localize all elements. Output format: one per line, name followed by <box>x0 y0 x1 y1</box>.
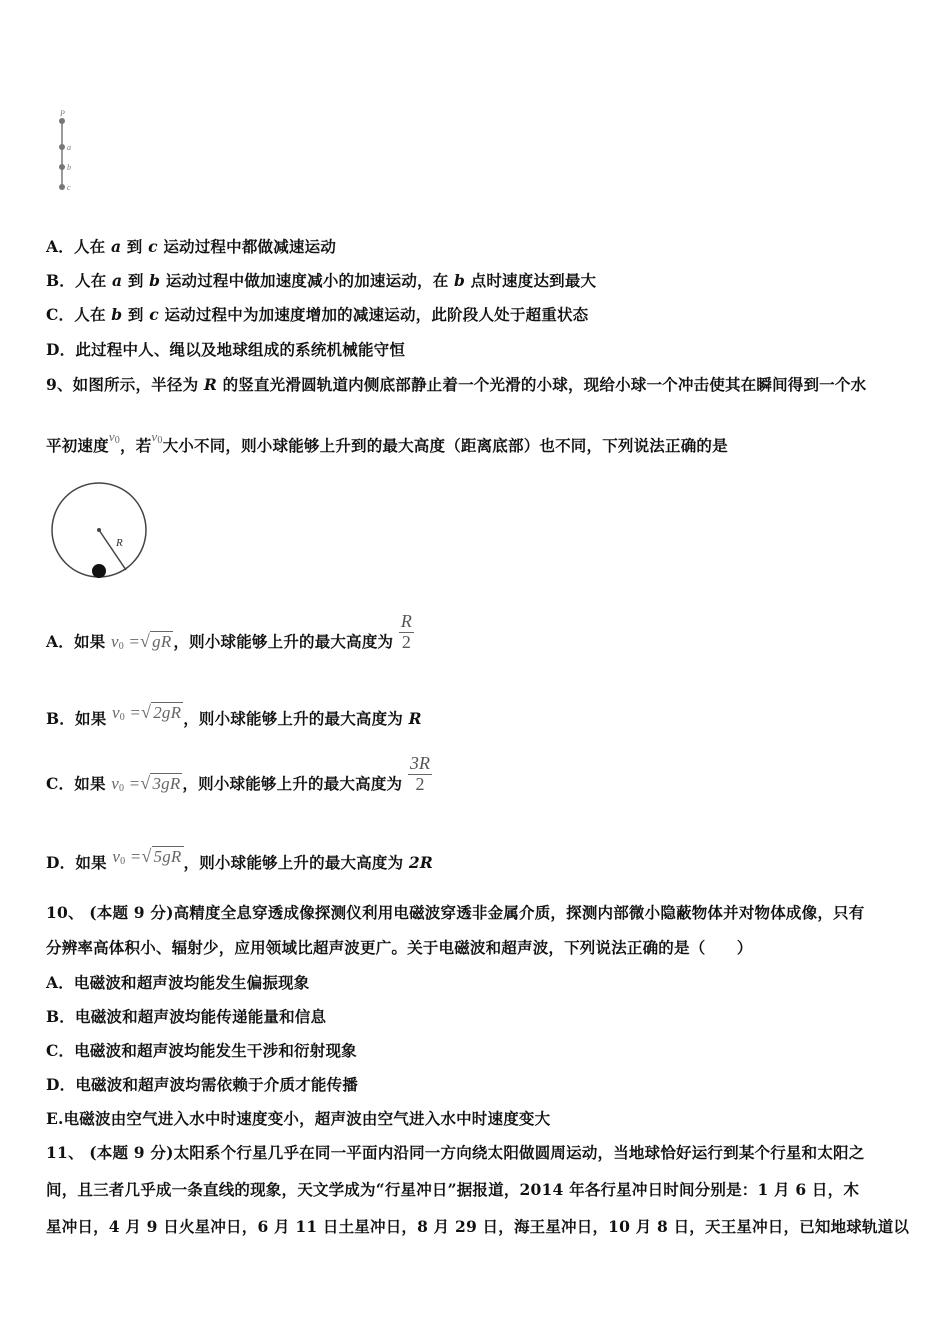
q10-option-b: B．电磁波和超声波均能传递能量和信息 <box>46 1007 327 1026</box>
fraction: $\frac{R}{2}$ <box>400 610 413 652</box>
q10-stem-line1: 10、 (本题 9 分)高精度全息穿透成像探测仪利用电磁波穿透非金属介质，探测内部微小隐蔽物体并对物体成像，只有 <box>46 903 865 922</box>
q11-stem-line1: 11、 (本题 9 分)太阳系个行星几乎在同一平面内沿同一方向绕太阳做圆周运动，当地球恰好运行到某个行星和太阳之 <box>46 1143 865 1162</box>
label-b: b <box>67 163 71 172</box>
q8-option-d: D．此过程中人、绳以及地球组成的系统机械能守恒 <box>46 340 406 359</box>
q10-stem-line2: 分辨率高体积小、辐射少，应用领域比超声波更广。关于电磁波和超声波，下列说法正确的是（ ） <box>46 938 753 957</box>
circle-track-figure <box>48 482 152 582</box>
rope-figure <box>52 106 82 198</box>
q9-option-a: A．如果 $v_0$ =√ gR ，则小球能够上升的最大高度为 $\frac{R}{2}$ <box>46 610 413 652</box>
q11-stem-line2: 间，且三者几乎成一条直线的现象，天文学成为“行星冲日”据报道，2014 年各行星冲日时间分别是：1 月 6 日，木 <box>46 1180 860 1199</box>
q9-option-c: C．如果 $v_0$ =√ 3gR ，则小球能够上升的最大高度为 $\frac{3R}{2}$ <box>46 752 431 794</box>
q9-option-d: D．如果 $v_0$ =√ 5gR ，则小球能够上升的最大高度为 2R <box>46 846 433 872</box>
label-p: P <box>60 109 65 118</box>
q9-stem-line2: 平初速度$^{v_0}$，若$^{v_0}$大小不同，则小球能够上升到的最大高度（距离底部）也不同，下列说法正确的是 <box>46 429 728 455</box>
q8-option-c: C．人在 b 到 c 运动过程中为加速度增加的减速运动，此阶段人处于超重状态 <box>46 305 589 324</box>
radius-label: R <box>116 537 123 549</box>
q8-option-b: B．人在 a 到 b 运动过程中做加速度减小的加速运动，在 b 点时速度达到最大 <box>46 271 597 290</box>
label-a: a <box>67 143 71 152</box>
q10-option-c: C．电磁波和超声波均能发生干涉和衍射现象 <box>46 1041 357 1060</box>
q9-option-b: B．如果 $v_0$ =√ 2gR ，则小球能够上升的最大高度为 R <box>46 702 422 728</box>
q9-stem-line1: 9、如图所示，半径为 R 的竖直光滑圆轨道内侧底部静止着一个光滑的小球，现给小球一个冲击使其在瞬间得到一个水 <box>46 375 867 394</box>
q10-option-e: E.电磁波由空气进入水中时速度变小，超声波由空气进入水中时速度变大 <box>46 1109 551 1128</box>
label-c: c <box>67 183 71 192</box>
q8-option-a: A．人在 a 到 c 运动过程中都做减速运动 <box>46 237 337 256</box>
v0-symbol: v0 <box>108 429 120 446</box>
fraction: $\frac{3R}{2}$ <box>409 752 431 794</box>
q10-option-d: D．电磁波和超声波均需依赖于介质才能传播 <box>46 1075 358 1094</box>
q11-stem-line3: 星冲日，4 月 9 日火星冲日，6 月 11 日土星冲日，8 月 29 日，海王星冲日，10 月 8 日，天王星冲日，已知地球轨道以 <box>46 1217 910 1236</box>
v0-symbol: v0 <box>151 429 163 446</box>
q10-option-a: A．电磁波和超声波均能发生偏振现象 <box>46 973 310 992</box>
